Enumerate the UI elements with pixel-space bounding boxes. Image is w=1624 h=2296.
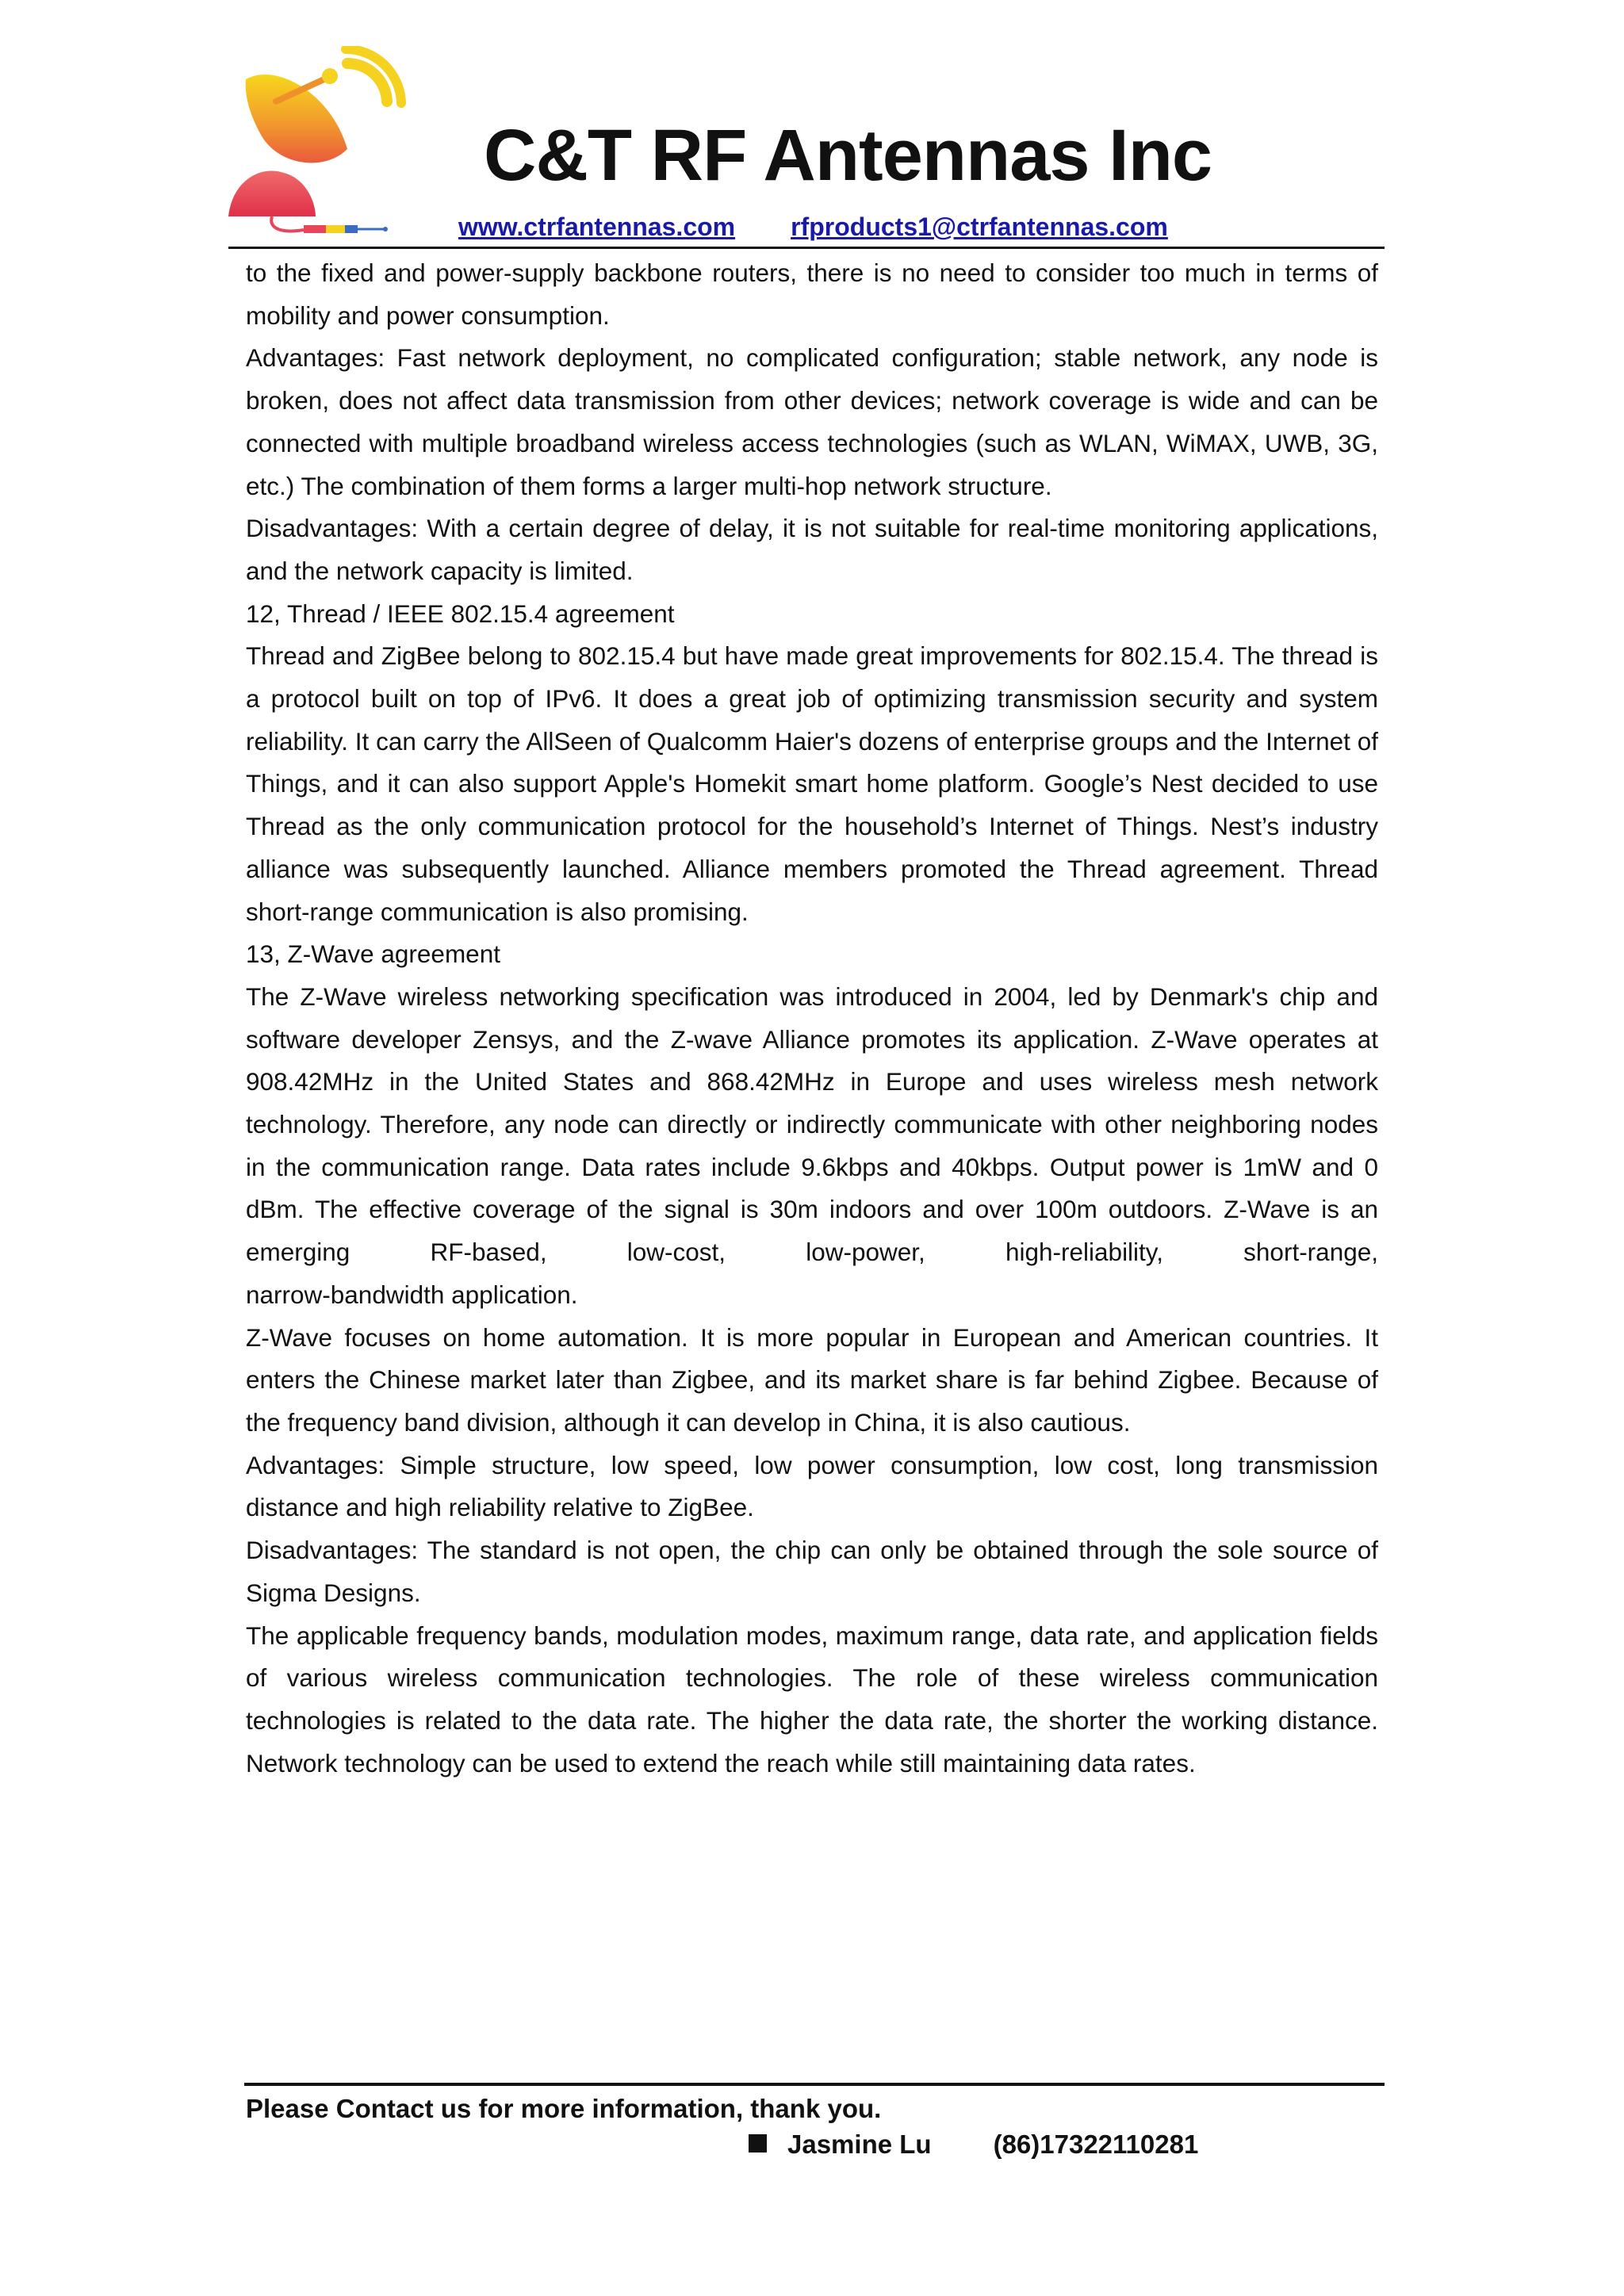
contact-name: Jasmine Lu [787,2130,932,2159]
paragraph: Advantages: Simple structure, low speed, low power consumption, low cost, long transmission distance and high reliability relative to ZigBee. [246,1450,1378,1522]
paragraph: The Z-Wave wireless networking specification was introduced in 2004, led by Denmark's chip and software developer Zensys, and the Z-wave Alliance promotes its application. Z-Wave operates at 908.42MHz in the United States and 868.42MHz in Europe and uses wireless mesh network technology. Therefore, any node can directly or indirectly communicate with other neighboring nodes in the communication range. Data rates include 9.6kbps and 40kbps. Output power is 1mW and 0 dBm. The effective coverage of the signal is 30m indoors and over 100m outdoors. Z-Wave is an emerging RF-based, low-cost, low-power, high-reliability, short-range, [246,982,1378,1267]
paragraph: narrow-bandwidth application. [246,1280,578,1309]
footer-contact [749,2125,1198,2164]
contact-phone: (86)17322110281 [993,2130,1199,2159]
square-bullet-icon [749,2134,767,2152]
footer-divider [244,2083,1385,2086]
paragraph: Advantages: Fast network deployment, no complicated configuration; stable network, any node is broken, does not affect data transmission from other devices; network coverage is wide and can be connected with multiple broadband wireless access technologies (such as WLAN, WiMAX, UWB, 3G, etc.) The combination of them forms a larger multi-hop network structure. [246,343,1378,500]
paragraph: The applicable frequency bands, modulation modes, maximum range, data rate, and application fields of various wireless communication technologies. The role of these wireless communication technologies is related to the data rate. The higher the data rate, the shorter the working distance. Network technology can be used to extend the reach while still maintaining data rates. [246,1621,1378,1777]
document-body [246,252,1378,1785]
section-heading: 13, Z-Wave agreement [246,939,500,969]
paragraph: Disadvantages: With a certain degree of delay, it is not suitable for real-time monitoring applications, and the network capacity is limited. [246,514,1378,585]
header-contact-links [458,212,1168,242]
paragraph: Z-Wave focuses on home automation. It is more popular in European and American countries. It enters the Chinese market later than Zigbee, and its market share is far behind Zigbee. Because of the frequency band division, although it can develop in China, it is also cautious. [246,1322,1378,1437]
paragraph: Thread and ZigBee belong to 802.15.4 but have made great improvements for 802.15.4. The thread is a protocol built on top of IPv6. It does a great job of optimizing transmission security and system reliability. It can carry the AllSeen of Qualcomm Haier's dozens of enterprise groups and the Internet of Things, and it can also support Apple's Homekit smart home platform. Google’s Nest decided to use Thread as the only communication protocol for the household’s Internet of Things. Nest’s industry alliance was subsequently launched. Alliance members promoted the Thread agreement. Thread short-range communication is also promising. [246,641,1378,926]
header-divider [228,247,1385,249]
paragraph: to the fixed and power-supply backbone routers, there is no need to consider too much in terms of mobility and power consumption. [246,258,1378,330]
email-link[interactable]: rfproducts1@ctrfantennas.com [791,212,1168,241]
company-logo [228,46,416,236]
paragraph: Disadvantages: The standard is not open, the chip can only be obtained through the sole source of Sigma Designs. [246,1536,1378,1607]
footer-note: Please Contact us for more information, thank you. [246,2094,882,2123]
section-heading: 12, Thread / IEEE 802.15.4 agreement [246,599,675,628]
website-link[interactable]: www.ctrfantennas.com [458,212,736,241]
company-name: C&T RF Antennas Inc [484,115,1212,196]
